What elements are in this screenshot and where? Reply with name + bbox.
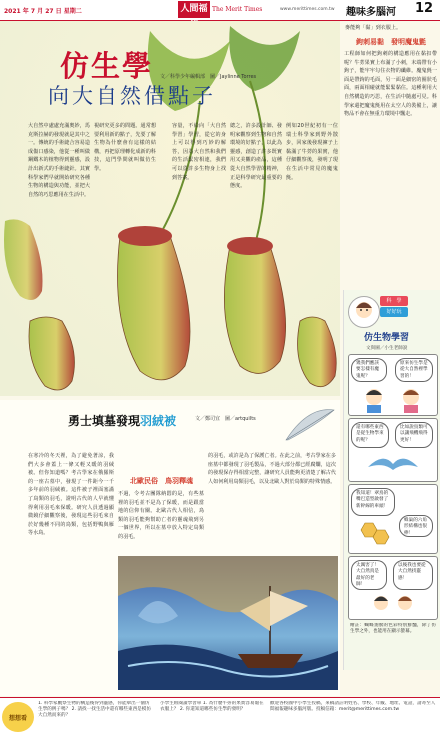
feature-title-prefix: 勇士填墓發現	[68, 414, 141, 428]
newspaper-logo: 人間福	[178, 1, 210, 18]
article-subtitle: 向大自然借點子	[48, 84, 216, 108]
right-column-text: 工程師如何把鉤刺的構造應用在黏扣帶呢？牛蒡果實上布滿了小刺，末端帶有小鉤子，能牢牢勾住衣物的纖維。魔鬼氈一面是帶鉤的毛面，另一面是細密的圈狀毛面，兩面相碰就能緊緊黏住。這種利用大自然構造的巧思，在生活中隨處可見。科學家還把魔鬼氈用在太空人的裝備上，讓物品不會在無重力環境中飄走。	[344, 51, 437, 118]
cartoon-girl-icon	[349, 297, 379, 327]
comic-panel-2	[348, 418, 438, 482]
page-number: 12	[414, 1, 434, 16]
speech-bubble: 我知道！翠鳥的嘴巴造型啟發了新幹線的車頭！	[351, 488, 395, 516]
feature-column-3: 的羽毛，或許是為了保護亡者。在此之前，考古學家在多座墓中都發現了羽毛製品，不過大部分都已經腐爛，這次的發現保存得相當完整，讓研究人員能夠更清楚了解古代人如何利用鳥類羽毛，以及北歐人對於鳥類的特殊情感。	[208, 453, 336, 485]
viking-ship-painting	[118, 556, 338, 690]
issue-date: 2021 年 7 月 27 日 星期二	[4, 8, 82, 15]
comic-strip	[343, 290, 440, 670]
comic-credit: 文與圖／小生老師說	[366, 346, 408, 351]
honeycomb-icon	[355, 521, 395, 549]
newspaper-logo-en: The Merit Times	[212, 6, 263, 13]
bottom-left-text: 1. 科學家觀察生物的構造後得到靈感，你能舉出一個仿生學的例子嗎？ 2. 請找一找生活中還有哪些東西是模仿大自然而來的？	[38, 701, 151, 719]
comic-character-avatar	[348, 296, 380, 328]
think-badge: 想想看	[2, 702, 34, 732]
feature-column-2: 不過，令考古團隊納悶的是，有些墓裡的羽毛並不是為了保暖，而是跟當地的信仰有關。北歐古代人相信，鳥類的羽毛能夠幫助亡者的靈魂飛到另一個世界，所以在墓中放入特定鳥類的羽毛。	[118, 491, 204, 540]
feature-column-1: 在寒冷的冬天裡，為了避免著涼，我們大多會蓋上一條又輕又暖的羽絨被。但你知道嗎？考古學家在俄羅斯的一座古墓中，發現了一件距今一千多年前的羽絨被。這件被子裡面塞滿了鳥類的羽毛，證明古代的人早就懂得利用羽毛來保暖。研究人員透過顯微鏡仔細觀察後，發現這些羽毛來自於好幾種不同的鳥類，包括野鴨與雁等水鳥。	[28, 453, 114, 537]
page-header	[0, 0, 440, 21]
article-column-1: 大自然中處處充滿奧妙，馬克斯拉赫的發現就是其中之一。傳統的手術縫合容易造成傷口感染，他從一種叫做鋼鐵木的植物得到靈感，設計出新式的手術縫針。其實科學家們早就開始研究各種生物的構造與功能，並把大自然的巧思應用在生活中。	[28, 123, 90, 198]
bottom-strip	[0, 697, 440, 736]
speech-bubble: 還有哪些東西是從生物學來的呢？	[351, 422, 389, 448]
comic-panel-1	[348, 354, 438, 416]
speech-bubble: 原來仿生學是從大自然裡學習的！	[395, 358, 433, 382]
right-column-subhead: 鉤刺易黏 發明魔鬼氈	[356, 38, 426, 46]
comic-panel-3	[348, 484, 438, 554]
feature-byline: 文／鄭司宜 圖／artquilts	[195, 416, 256, 422]
article-column-4: 總之，許多設計師、發明家觀察到生物和自然環境的好點子，以此為靈感，創造了許多既實用又美觀的產品，這種從大自然學習的精神，正是科學研究最重要的態度。	[230, 123, 282, 190]
feature-title-highlight: 羽絨被	[140, 414, 177, 428]
article-column-3: 容量，不給向「大自然學習」學習，從它的身上可以得到巧妙的解答，因為大自然和我們的生活緊密相連，我們可以從許多生物身上找到答案。	[172, 123, 226, 181]
feature-subhead: 北歐民俗 鳥羽釋魂	[130, 477, 193, 485]
article-column-2: 視研究更多的問題。通常想要利用新的點子，先要了解生物為什麼會有這樣的結構，再把原理轉化成新的科技，這門學問就叫做仿生學。	[94, 123, 156, 172]
comic-title: 仿生物學習	[364, 333, 410, 343]
comic-caption: 繪註：蝴蝶翅膀的色彩特別鮮豔，除了仿生學之外，也能用在顯示螢幕。	[350, 623, 436, 635]
bottom-right-text: 歡迎各校國中小學生投稿，來稿請註明姓名、學校、年級、地址、電話，請寄至人間福報趣味多腦河版。投稿信箱：merit@merittimes.com.tw	[270, 701, 436, 713]
speech-bubble: 幾我們應該要怎樣有魔鬼呢？	[351, 358, 387, 382]
website-url: www.merittimes.com.tw	[280, 7, 335, 12]
comic-badge-bottom: 好好玩	[380, 307, 408, 317]
comic-badge-top: 科 學	[380, 296, 408, 306]
bottom-middle-text: 小學生組閱讀學習單 1. 為什麼牛蒡的果實容易黏在衣服上？ 2. 你還知道哪些仿生學的發明？	[160, 701, 264, 713]
feather-illustration	[278, 404, 338, 444]
children-illustration	[369, 593, 419, 617]
article-byline: 文／科學少年編輯部 圖／Jaylinne Torres	[160, 74, 257, 80]
children-illustration	[359, 385, 429, 413]
speech-bubble: 比如說鳥類可以讓飛機飛得更好！	[395, 422, 433, 448]
article-column-5: 例如20世紀初有一位瑞士科學家到野外散步，回家後發現褲子上黏滿了牛蒡的果實，他仔細觀察後，發明了現在生活中常見的魔鬼氈。	[286, 123, 338, 181]
article-title: 仿生學	[60, 49, 154, 83]
speech-bubble: 蜂巢的六角形結構也很棒！	[399, 515, 433, 537]
speech-bubble: 以後我也要從大自然找靈感！	[393, 560, 433, 590]
feature-title	[68, 412, 176, 429]
section-title: 趣味多腦河	[346, 7, 396, 18]
right-column-lead: 麥能夠「黏」到衣服上。	[345, 25, 402, 31]
speech-bubble: 太厲害了！大自然真是最好的老師！	[351, 560, 387, 590]
bird-illustration	[363, 452, 423, 478]
comic-panel-4	[348, 556, 438, 620]
feature-article	[0, 400, 340, 696]
